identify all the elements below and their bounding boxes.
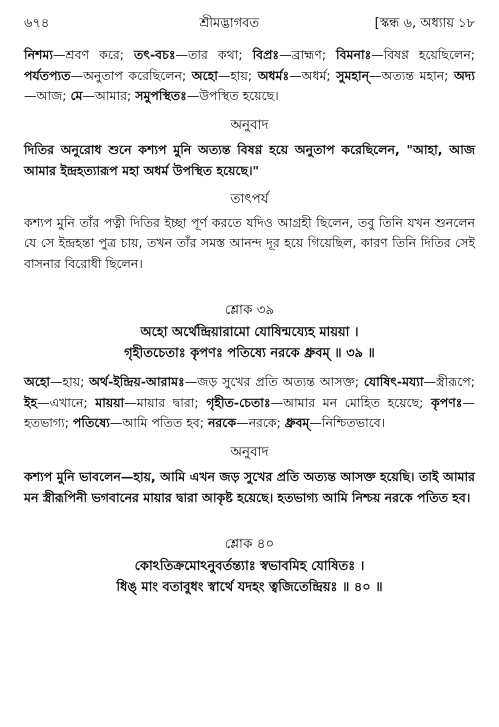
page-header xyxy=(24,14,475,35)
translation-verse-39: কশ্যপ মুনি ভাবলেন—হায়, আমি এখন জড় সুখের প্রতি অত্যন্ত আসক্ত হয়েছি। তাই আমার মন স্ত্রীরূপিনী ভগবানের মায়ার দ্বারা আকৃষ্ট হয়েছে। হতভাগ্য আমি নিশ্চয় নরকে পতিত হব। xyxy=(24,468,475,505)
verse-39-line-2: গৃহীতচেতাঃ কৃপণঃ পতিষ্যে নরকে ধ্রুবম্ ॥ ৩৯ ॥ xyxy=(124,346,375,361)
synonym-word: বিপ্রঃ xyxy=(252,47,280,62)
synonym-meaning: —অত্যন্ত মহান; xyxy=(369,67,454,83)
synonym-word: বিমনাঃ xyxy=(336,47,372,62)
synonym-meaning: —শ্রবণ করে; xyxy=(53,47,134,62)
synonym-word: কৃপণঃ xyxy=(431,394,463,410)
synonym-meaning: —তার কথা; xyxy=(175,47,253,62)
synonym-word: অহো xyxy=(191,67,218,83)
verse-40-line-1: কোঽতিক্রমোঽনুবর্তন্ত্যাঃ স্বভাবমিহ যোষিতঃ । xyxy=(134,558,365,574)
synonym-word: সুমহান্ xyxy=(336,67,370,83)
synonym-meaning: —আমার মন মোহিত হয়েছে; xyxy=(270,394,432,410)
synonym-meaning: —অধর্ম; xyxy=(289,67,337,83)
synonym-word: যোষিৎ-ময্যা xyxy=(363,374,424,389)
synonym-meaning: —আমি পতিত হব; xyxy=(109,415,208,430)
synonym-meaning: —অনুতাপ করেছিলেন; xyxy=(70,67,192,83)
synonym-meaning: —নরকে; xyxy=(236,415,285,430)
synonym-word: অহো xyxy=(24,374,51,389)
synonym-meaning: —মায়ার দ্বারা; xyxy=(124,394,207,410)
synonym-meaning: —উপস্থিত হয়েছে। xyxy=(186,88,279,103)
synonym-meaning: —হায়; xyxy=(50,374,90,389)
verse-number-40: শ্লোক ৪০ xyxy=(224,535,275,552)
synonym-word: মে xyxy=(70,88,83,103)
synonym-word: গৃহীত-চেতাঃ xyxy=(206,394,271,410)
synonym-word: তৎ-বচঃ xyxy=(133,47,176,62)
synonym-word: অদ্য xyxy=(453,67,475,83)
synonym-meaning: —জড় সুখের প্রতি অত্যন্ত আসক্ত; xyxy=(184,374,364,389)
synonym-word: নরকে xyxy=(207,415,237,430)
synonym-word: ইহ xyxy=(24,394,38,410)
page-number: ৬৭৪ xyxy=(24,16,50,31)
synonyms-verse-39 xyxy=(24,372,475,434)
purport-verse-38: কশ্যপ মুনি তাঁর পত্নী দিতির ইচ্ছা পূর্ণ করতে যদিও আগ্রহী ছিলেন, তবু তিনি যখন শুনলেন যে সে ইন্দ্রহন্তা পুত্র চায়, তখন তাঁর সমস্ত আনন্দ দূর হয়ে গিয়েছিল, কারণ তিনি দিতির সেই বাসনার বিরোধী ছিলেন। xyxy=(24,214,475,271)
synonym-word: অর্থ-ইন্দ্রিয়-আরামঃ xyxy=(89,374,185,389)
synonym-word: পতিষ্যে xyxy=(72,415,110,430)
translation-heading: অনুবাদ xyxy=(230,116,269,133)
synonym-meaning: —বিষণ্ণ হয়েছিলেন; xyxy=(371,47,476,62)
verse-number-39: শ্লোক ৩৯ xyxy=(224,302,275,318)
synonym-meaning: —ব্রাহ্মণ; xyxy=(279,47,337,62)
synonym-word: পর্যতপ্যত xyxy=(24,67,71,83)
synonym-meaning: —নিশ্চিতভাবে। xyxy=(309,415,386,430)
synonym-meaning: —হায়; xyxy=(217,67,258,83)
translation-heading: অনুবাদ xyxy=(230,443,269,460)
synonym-word: মায়য়া xyxy=(95,394,125,410)
synonym-word: অধর্মঃ xyxy=(257,67,290,83)
verse-40-line-2: ধিঙ্ মাং বতাবুধং স্বার্থে যদহং ত্বজিতেন্দ্রিয়ঃ ॥ ৪০ ॥ xyxy=(116,579,383,595)
purport-heading: তাৎপর্য xyxy=(230,190,269,207)
synonym-word: ধ্রুবম্ xyxy=(284,415,310,430)
verse-39-line-1: অহো অর্থেন্দ্রিয়ারামো যোষিন্ময্যেহ মায়য়া । xyxy=(140,325,359,340)
chapter-reference: [স্কন্ধ ৬, অধ্যায় ১৮ xyxy=(374,16,475,31)
book-title: শ্রীমদ্ভাগবত xyxy=(199,16,260,31)
synonyms-verse-38 xyxy=(24,45,475,107)
synonym-meaning: —আজ; xyxy=(24,88,71,103)
translation-verse-38: দিতির অনুরোধ শুনে কশ্যপ মুনি অত্যন্ত বিষণ্ণ হয়ে অনুতাপ করেছিলেন, "আহা, আজ আমার ইন্দ্রহত্যারূপ মহা অধর্ম উপস্থিত হয়েছে।" xyxy=(24,141,475,178)
synonym-word: সমুপস্থিতঃ xyxy=(135,88,187,103)
synonym-word: নিশম্য xyxy=(24,47,53,62)
synonym-meaning: —এখানে; xyxy=(37,394,96,410)
synonym-meaning: —আমার; xyxy=(82,88,136,103)
synonym-meaning: —হতভাগ্য; xyxy=(24,394,475,430)
synonym-meaning: —স্ত্রীরূপে; xyxy=(423,374,475,389)
